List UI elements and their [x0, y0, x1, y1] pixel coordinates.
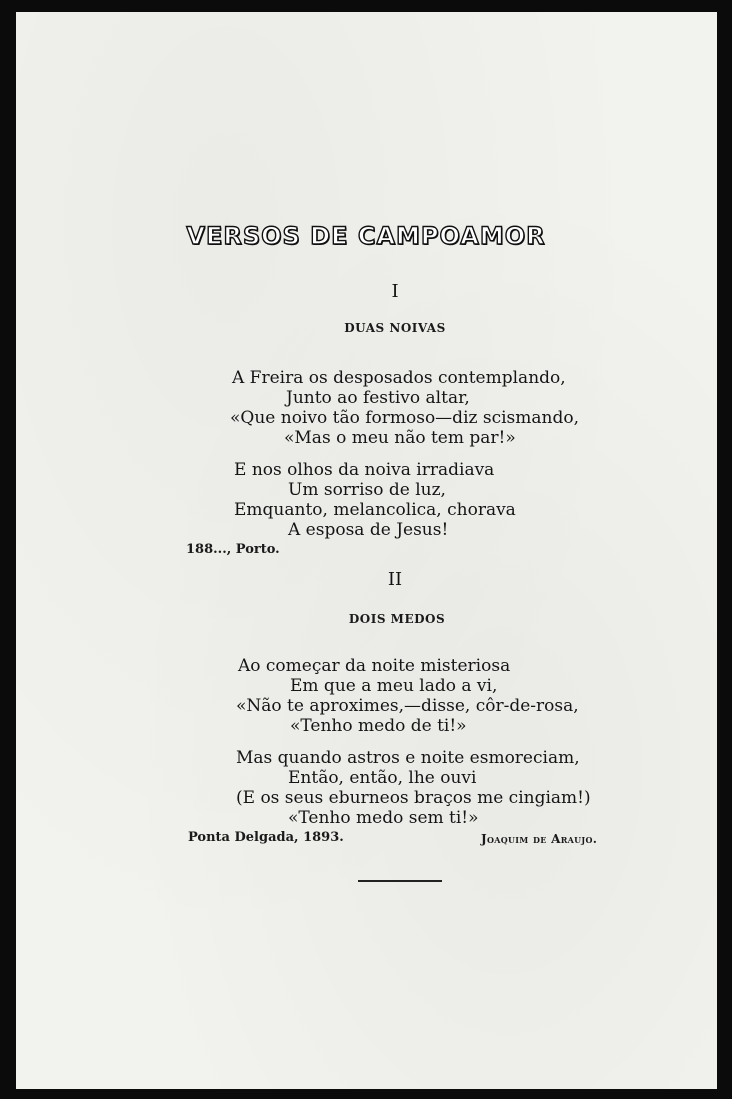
poem-line: E nos olhos da noiva irradiava — [234, 460, 495, 480]
poem-line: «Tenho medo sem ti!» — [288, 808, 479, 828]
poem-line: A esposa de Jesus! — [288, 520, 449, 540]
section-2-heading: DOIS MEDOS — [348, 612, 446, 626]
section-2-place-date: Ponta Delgada, 1893. — [188, 830, 344, 845]
author-signature: Joaquim de Araujo. — [481, 832, 598, 846]
poem-line: (E os seus eburneos braços me cingiam!) — [236, 788, 591, 808]
poem-line: «Não te aproximes,—disse, côr-de-rosa, — [236, 696, 579, 716]
poem-line: Então, então, lhe ouvi — [288, 768, 477, 788]
poem-line: A Freira os desposados contemplando, — [232, 368, 566, 388]
section-2-numeral: II — [387, 569, 403, 590]
poem-line: Mas quando astros e noite esmoreciam, — [236, 748, 580, 768]
section-1-place-date: 188..., Porto. — [186, 542, 280, 557]
poem-line: «Que noivo tão formoso—diz scismando, — [230, 408, 579, 428]
poem-line: «Tenho medo de ti!» — [290, 716, 467, 736]
poem-line: Junto ao festivo altar, — [286, 388, 470, 408]
section-1-numeral: I — [391, 281, 399, 302]
poem-title: VERSOS DE CAMPOAMOR — [186, 222, 546, 250]
poem-line: «Mas o meu não tem par!» — [284, 428, 516, 448]
poem-line: Ao começar da noite misteriosa — [238, 656, 511, 676]
poem-line: Em que a meu lado a vi, — [290, 676, 498, 696]
poem-line: Emquanto, melancolica, chorava — [234, 500, 516, 520]
poem-line: Um sorriso de luz, — [288, 480, 446, 500]
page-sheet — [16, 12, 717, 1089]
section-1-heading: DUAS NOIVAS — [344, 321, 446, 335]
closing-rule — [358, 880, 442, 882]
